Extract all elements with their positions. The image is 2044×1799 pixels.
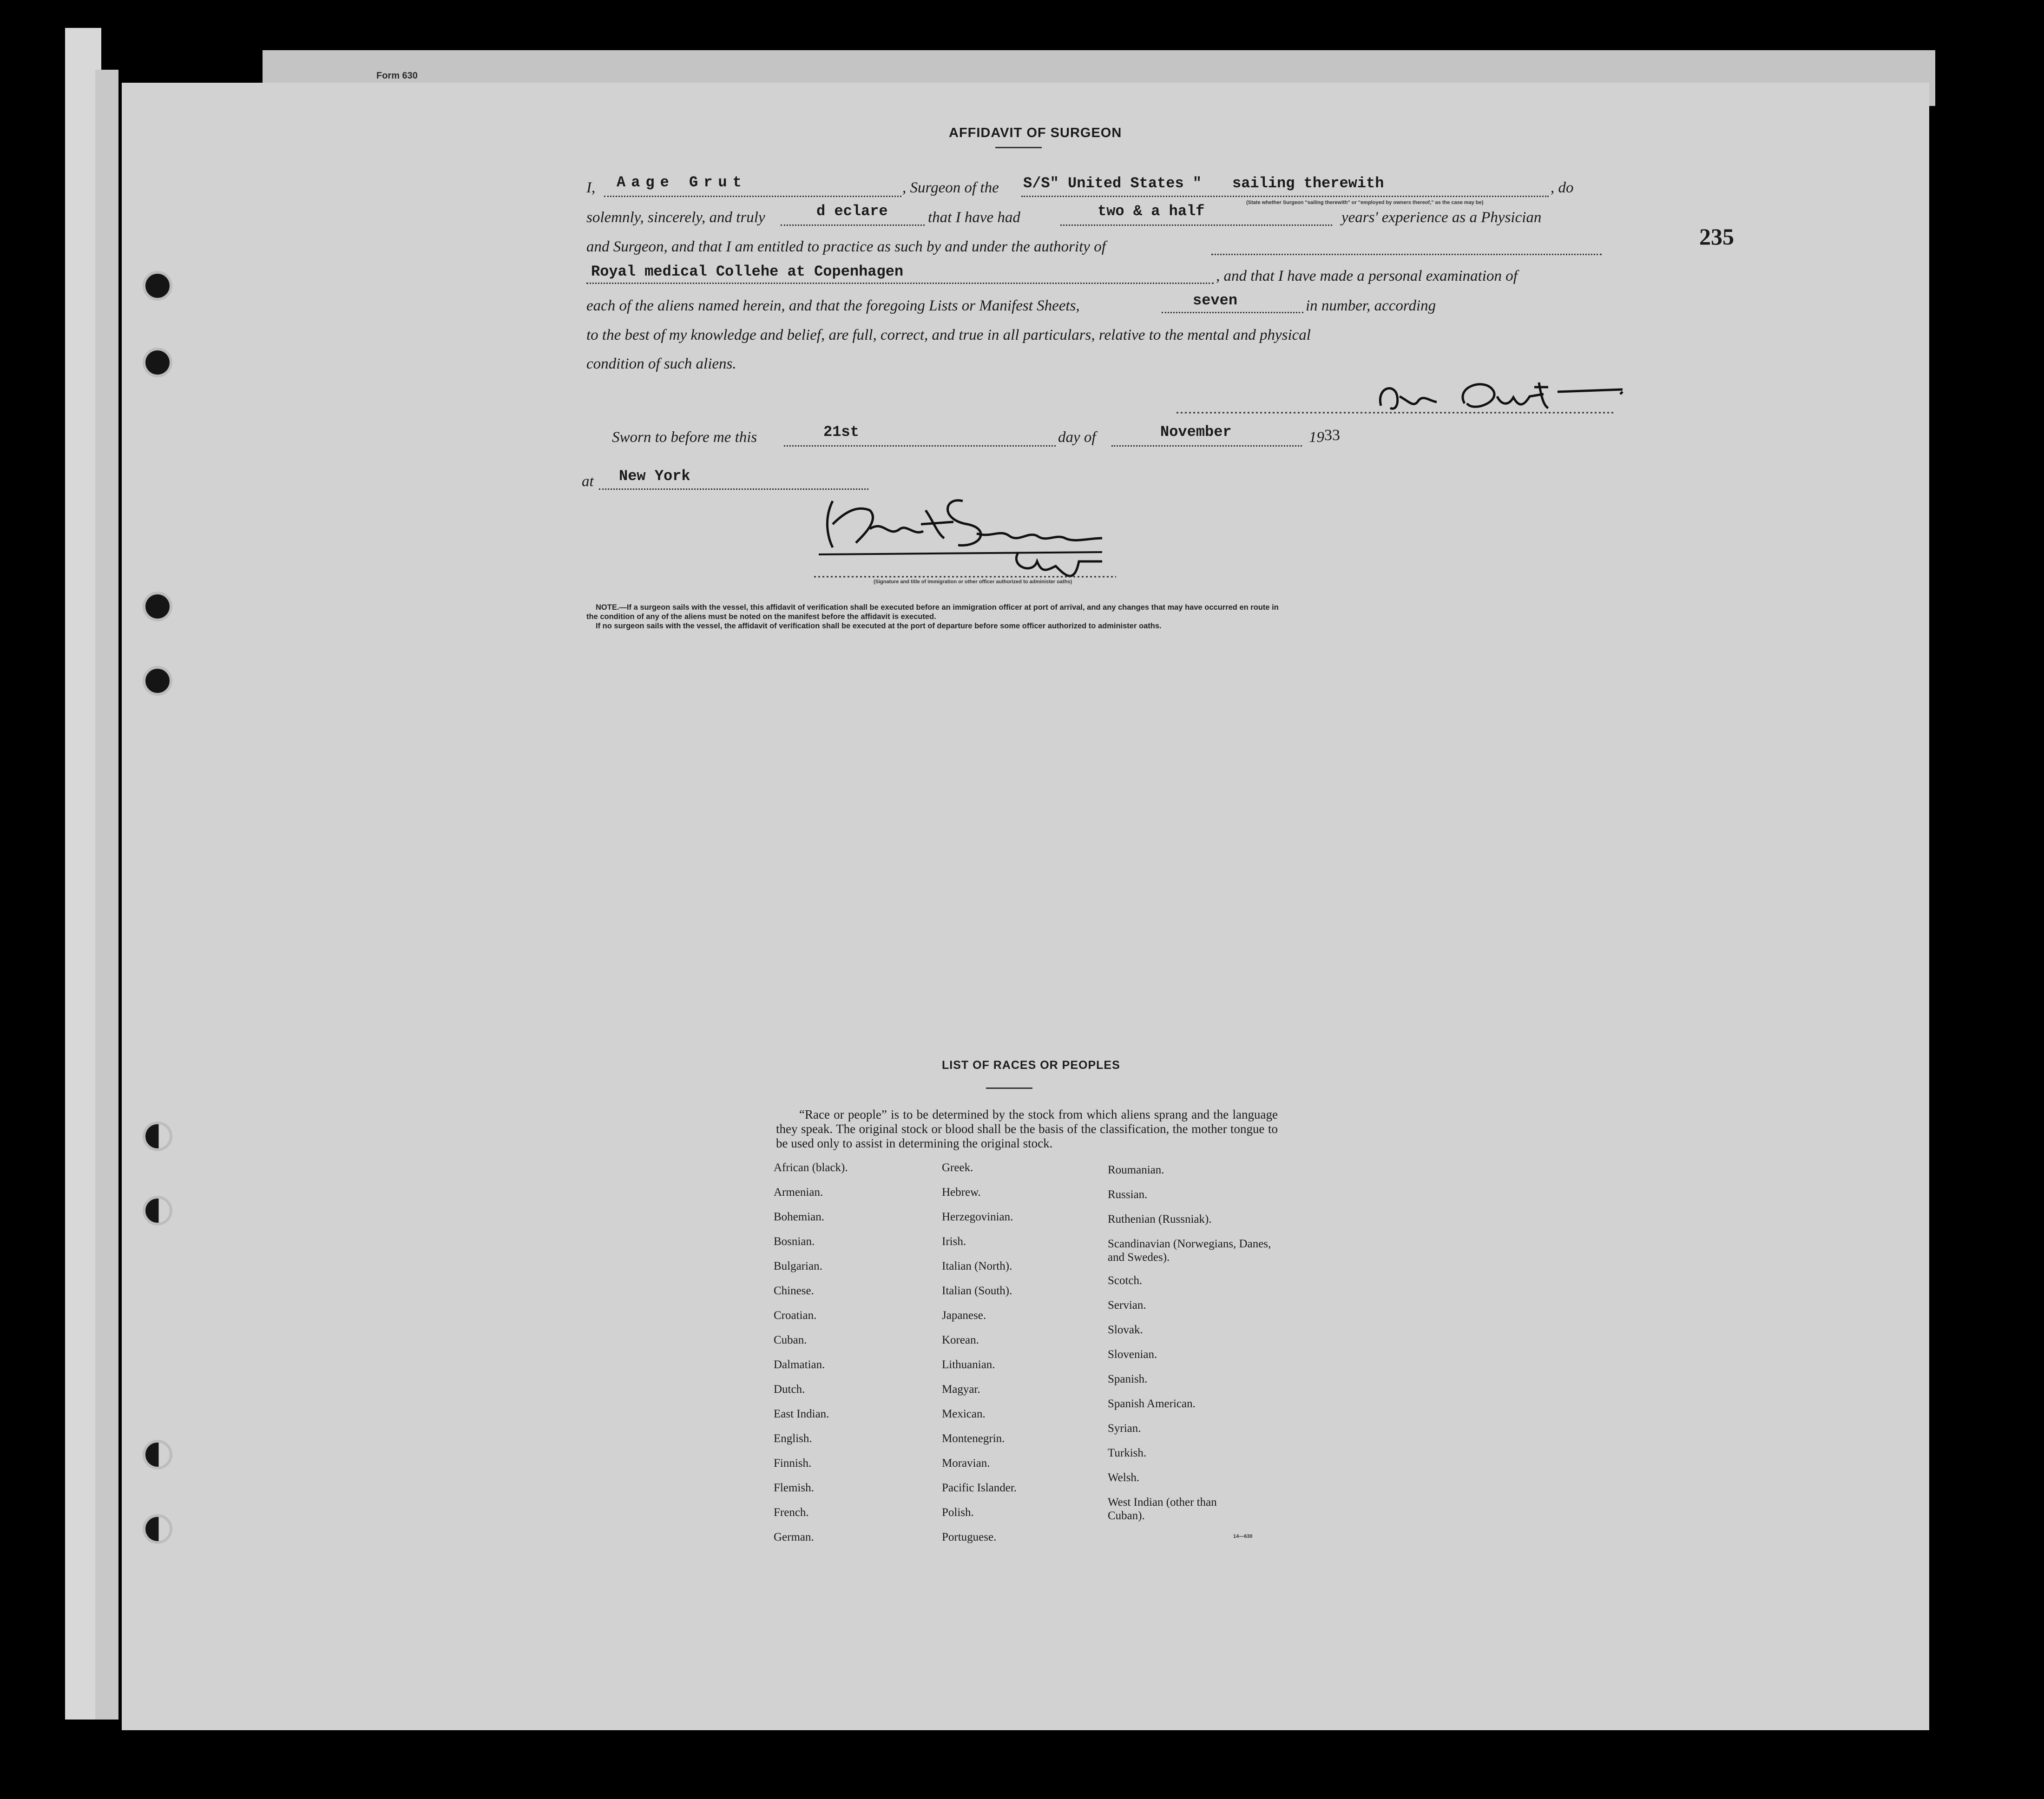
note-line-2: the condition of any of the aliens must be noted on the manifest before the affidavit is executed. bbox=[586, 613, 936, 621]
line1-mid: , Surgeon of the bbox=[902, 179, 999, 196]
binding-strip-inner bbox=[95, 70, 118, 1720]
race-item: Spanish American. bbox=[1108, 1397, 1196, 1410]
races-footnote: 14—630 bbox=[1233, 1534, 1253, 1539]
race-item: Bohemian. bbox=[774, 1211, 825, 1223]
races-column-3 bbox=[1108, 1163, 1275, 1523]
race-item: Servian. bbox=[1108, 1299, 1146, 1311]
punch-hole bbox=[143, 666, 172, 696]
line2-end: years' experience as a Physician bbox=[1341, 209, 1542, 226]
races-title-underline bbox=[986, 1087, 1032, 1089]
race-item: Scandinavian (Norwegians, Danes, and Swedes). bbox=[1108, 1238, 1271, 1264]
race-item: Korean. bbox=[942, 1334, 979, 1346]
race-item: Magyar. bbox=[942, 1383, 980, 1396]
punch-hole bbox=[143, 271, 172, 301]
punch-hole bbox=[143, 1440, 172, 1470]
race-item: Italian (North). bbox=[942, 1260, 1012, 1272]
vessel-name: S/S" United States " bbox=[1023, 175, 1202, 192]
sworn-day-of: day of bbox=[1058, 429, 1096, 446]
race-item: German. bbox=[774, 1531, 814, 1543]
line4-end: , and that I have made a personal examination of bbox=[1216, 268, 1518, 284]
punch-hole bbox=[143, 1121, 172, 1151]
punch-hole bbox=[143, 592, 172, 621]
race-item: Irish. bbox=[942, 1235, 966, 1248]
manifest-page bbox=[122, 71, 1929, 1730]
race-item: Montenegrin. bbox=[942, 1432, 1005, 1445]
sworn-place-blank bbox=[599, 488, 868, 490]
punch-hole bbox=[143, 348, 172, 377]
race-item: Italian (South). bbox=[942, 1285, 1012, 1297]
race-item: Roumanian. bbox=[1108, 1164, 1164, 1176]
races-title: LIST OF RACES OR PEOPLES bbox=[942, 1059, 1120, 1072]
race-item: Syrian. bbox=[1108, 1422, 1141, 1435]
surgeon-signature bbox=[1176, 369, 1627, 420]
line5-pre: each of the aliens named herein, and that the foregoing Lists or Manifest Sheets, bbox=[586, 297, 1080, 314]
affidavit-title: AFFIDAVIT OF SURGEON bbox=[949, 125, 1122, 140]
line1-end: , do bbox=[1551, 179, 1574, 196]
race-item: Bulgarian. bbox=[774, 1260, 822, 1272]
line7: condition of such aliens. bbox=[586, 356, 736, 372]
race-item: Flemish. bbox=[774, 1482, 814, 1494]
races-intro: “Race or people” is to be determined by the stock from which aliens sprang and the language they speak. The original stock or blood shall be the basis of the classification, the mother tongue to be used only to assist in determining the original stock. bbox=[776, 1107, 1278, 1150]
form-number: Form 630 bbox=[376, 71, 418, 81]
note-line-3: If no surgeon sails with the vessel, the affidavit of verification shall be executed at the port of departure before some officer authorized to administer oaths. bbox=[596, 622, 1162, 630]
race-item: Mexican. bbox=[942, 1408, 986, 1420]
race-item: Spanish. bbox=[1108, 1373, 1148, 1385]
sheet-count-blank bbox=[1162, 312, 1303, 313]
authority-blank-1 bbox=[1211, 254, 1602, 255]
race-item: French. bbox=[774, 1506, 809, 1519]
race-item: Lithuanian. bbox=[942, 1358, 995, 1371]
declare-blank bbox=[781, 224, 925, 226]
race-item: Dalmatian. bbox=[774, 1358, 825, 1371]
sworn-month-blank bbox=[1111, 445, 1302, 447]
officer-hint: (Signature and title of immigration or other officer authorized to administer oaths) bbox=[874, 579, 1072, 585]
sworn-month: November bbox=[1160, 423, 1232, 441]
sworn-day-blank bbox=[784, 445, 1056, 447]
race-item: Moravian. bbox=[942, 1457, 990, 1470]
sworn-year-suffix: 33 bbox=[1324, 427, 1340, 444]
declare-word: d eclare bbox=[816, 203, 888, 220]
line2-pre: solemnly, sincerely, and truly bbox=[586, 209, 765, 226]
line6: to the best of my knowledge and belief, are full, correct, and true in all particulars, relative to the mental and physical bbox=[586, 327, 1311, 343]
race-item: Welsh. bbox=[1108, 1471, 1140, 1484]
sworn-day: 21st bbox=[823, 423, 859, 441]
sailing-hint: (State whether Surgeon "sailing therewith" or "employed by owners thereof," as the case may be) bbox=[1246, 200, 1484, 205]
line1-pre: I, bbox=[586, 179, 596, 196]
sworn-year-prefix: 19 bbox=[1309, 429, 1324, 446]
sailing-status: sailing therewith bbox=[1232, 175, 1384, 192]
punch-hole bbox=[143, 1514, 172, 1544]
race-item: Herzegovinian. bbox=[942, 1211, 1013, 1223]
surgeon-name: Aage Grut bbox=[617, 174, 747, 191]
race-item: Turkish. bbox=[1108, 1447, 1147, 1459]
race-item: Ruthenian (Russniak). bbox=[1108, 1213, 1212, 1226]
race-item: Pacific Islander. bbox=[942, 1482, 1017, 1494]
race-item: Japanese. bbox=[942, 1309, 986, 1322]
experience-value: two & a half bbox=[1098, 203, 1205, 220]
race-item: Greek. bbox=[942, 1161, 973, 1174]
punch-hole bbox=[143, 1196, 172, 1226]
race-item: Finnish. bbox=[774, 1457, 812, 1470]
race-item: Portuguese. bbox=[942, 1531, 997, 1543]
sworn-at: at bbox=[582, 473, 594, 490]
note-line-1: NOTE.—If a surgeon sails with the vessel, this affidavit of verification shall be executed before an immigration officer at port of arrival, and any changes that may have occurred en route in bbox=[596, 603, 1279, 612]
line5-end: in number, according bbox=[1306, 297, 1436, 314]
race-item: Cuban. bbox=[774, 1334, 807, 1346]
race-item: Hebrew. bbox=[942, 1186, 981, 1199]
experience-blank bbox=[1060, 224, 1332, 226]
race-item: Slovenian. bbox=[1108, 1348, 1157, 1361]
authority-value: Royal medical Collehe at Copenhagen bbox=[591, 263, 904, 280]
sworn-pre: Sworn to before me this bbox=[612, 429, 757, 446]
sheet-count: seven bbox=[1193, 292, 1238, 309]
title-underline bbox=[995, 147, 1042, 148]
page-number: 235 bbox=[1699, 224, 1734, 250]
races-column-1 bbox=[774, 1161, 848, 1555]
race-item: Russian. bbox=[1108, 1188, 1148, 1201]
race-item: English. bbox=[774, 1432, 812, 1445]
vessel-blank bbox=[1021, 196, 1549, 197]
race-item: East Indian. bbox=[774, 1408, 829, 1420]
race-item: Scotch. bbox=[1108, 1274, 1143, 1287]
races-column-2 bbox=[942, 1161, 1017, 1555]
race-item: African (black). bbox=[774, 1161, 848, 1174]
race-item: Croatian. bbox=[774, 1309, 817, 1322]
line2-mid: that I have had bbox=[928, 209, 1020, 226]
line3: and Surgeon, and that I am entitled to practice as such by and under the authority of bbox=[586, 238, 1106, 255]
race-item: Bosnian. bbox=[774, 1235, 815, 1248]
race-item: Slovak. bbox=[1108, 1324, 1143, 1336]
officer-signature bbox=[814, 492, 1176, 585]
race-item: West Indian (other than Cuban). bbox=[1108, 1496, 1217, 1522]
race-item: Dutch. bbox=[774, 1383, 805, 1396]
surgeon-name-blank bbox=[604, 196, 901, 197]
race-item: Polish. bbox=[942, 1506, 974, 1519]
race-item: Chinese. bbox=[774, 1285, 814, 1297]
sworn-place: New York bbox=[619, 468, 690, 485]
authority-blank-2 bbox=[586, 283, 1214, 284]
race-item: Armenian. bbox=[774, 1186, 823, 1199]
